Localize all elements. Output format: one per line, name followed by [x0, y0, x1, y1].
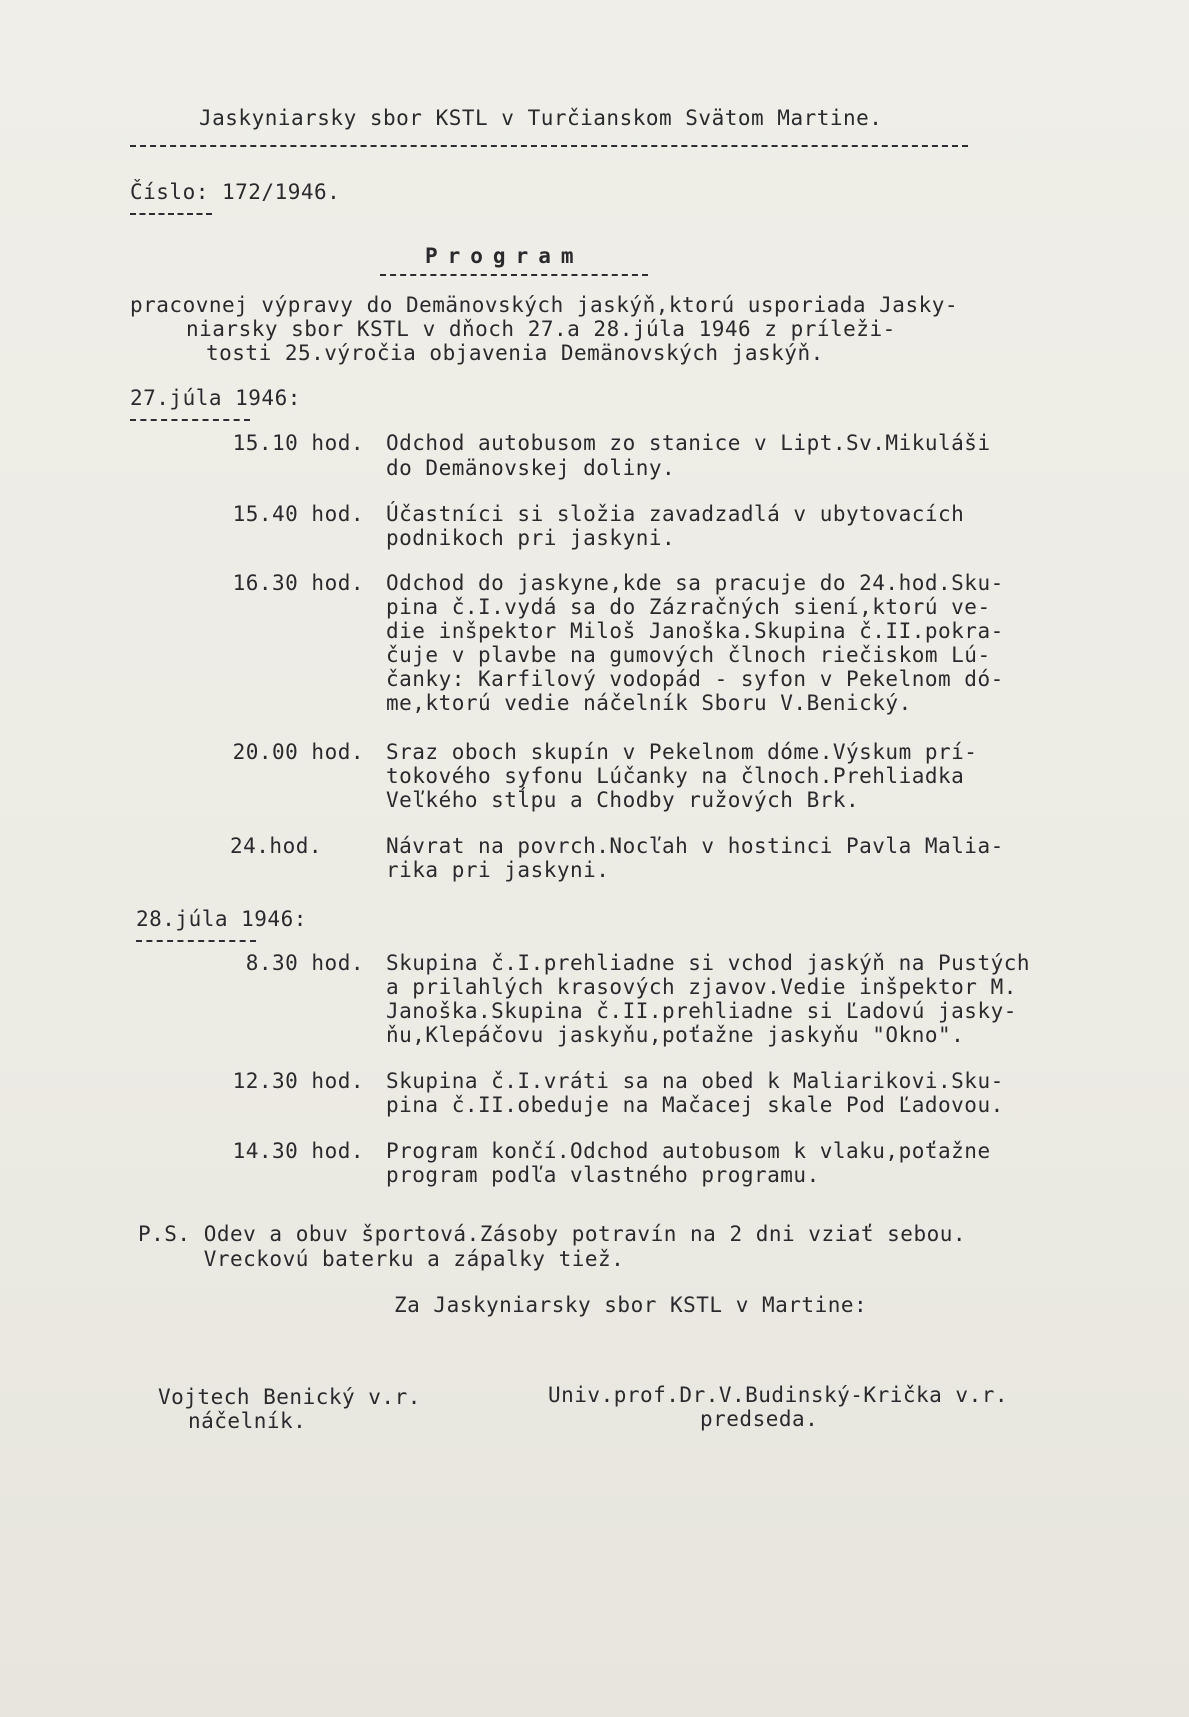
entry-text: a prilahlých krasových zjavov.Vedie inšpektor M. [386, 975, 1017, 999]
entry-text: rika pri jaskyni. [386, 858, 610, 882]
entry-text: čuje v plavbe na gumových člnoch riečiskom Lú- [386, 643, 991, 667]
postscript-line-2: Vreckovú baterku a zápalky tiež. [138, 1247, 625, 1271]
entry-text: Odchod do jaskyne,kde sa pracuje do 24.hod.Sku- [386, 571, 1004, 595]
entry-text: pina č.II.obeduje na Mačacej skale Pod Ľadovou. [386, 1093, 1004, 1117]
program-title: Program [425, 244, 584, 268]
entry-text: die inšpektor Miloš Janoška.Skupina č.II.pokra- [386, 619, 1004, 643]
entry-text: tokového syfonu Lúčanky na člnoch.Prehliadka [386, 764, 965, 788]
day-1-date: 27.júla 1946: [130, 386, 301, 410]
number-underline [130, 213, 212, 215]
intro-line-1: pracovnej výpravy do Demänovských jaskýň,ktorú usporiada Jasky- [130, 293, 959, 317]
closing-line: Za Jaskyniarsky sbor KSTL v Martine: [394, 1293, 868, 1317]
entry-time: 12.30 hod. [232, 1069, 364, 1093]
right-signatory-name: Univ.prof.Dr.V.Budinský-Krička v.r. [548, 1383, 1009, 1407]
entry-text: program podľa vlastného programu. [386, 1163, 820, 1187]
day-2-date: 28.júla 1946: [136, 907, 307, 931]
day-1-underline [130, 419, 250, 421]
entry-text: Veľkého stĺpu a Chodby ružových Brk. [386, 788, 860, 812]
entry-text: me,ktorú vedie náčelník Sboru V.Benický. [386, 691, 912, 715]
entry-text: Janoška.Skupina č.II.prehliadne si Ľadovú jasky- [386, 999, 1017, 1023]
entry-text: pina č.I.vydá sa do Zázračných siení,ktorú ve- [386, 595, 991, 619]
intro-line-2: niarsky sbor KSTL v dňoch 27.a 28.júla 1946 z príleži- [186, 317, 896, 341]
entry-time: 16.30 hod. [232, 571, 364, 595]
entry-text: do Demänovskej doliny. [386, 456, 676, 480]
entry-time: 15.40 hod. [232, 502, 364, 526]
entry-text: Účastníci si složia zavadzadlá v ubytovacích [386, 502, 965, 526]
entry-text: Skupina č.I.prehliadne si vchod jaskýň na Pustých [386, 951, 1031, 975]
left-signatory-role: náčelník. [188, 1409, 307, 1433]
entry-time: 14.30 hod. [232, 1139, 364, 1163]
title-underline [380, 274, 648, 276]
entry-text: podnikoch pri jaskyni. [386, 526, 676, 550]
organization-header: Jaskyniarsky sbor KSTL v Turčianskom Svätom Martine. [199, 106, 883, 130]
right-signatory-role: predseda. [700, 1407, 819, 1431]
day-2-underline [136, 940, 256, 942]
postscript-line-1: P.S. Odev a obuv športová.Zásoby potravín na 2 dni vziať sebou. [138, 1222, 967, 1246]
entry-time: 20.00 hod. [232, 740, 364, 764]
entry-text: Návrat na povrch.Nocľah v hostinci Pavla Malia- [386, 834, 1004, 858]
entry-text: čanky: Karfilový vodopád - syfon v Pekelnom dó- [386, 667, 1004, 691]
entry-time: 24.hod. [230, 834, 323, 858]
entry-text: Skupina č.I.vráti sa na obed k Maliarikovi.Sku- [386, 1069, 1004, 1093]
entry-text: Sraz oboch skupín v Pekelnom dóme.Výskum prí- [386, 740, 978, 764]
document-number: Číslo: 172/1946. [130, 180, 341, 204]
left-signatory-name: Vojtech Benický v.r. [158, 1385, 421, 1409]
entry-text: ňu,Klepáčovu jaskyňu,poťažne jaskyňu "Okno". [386, 1023, 965, 1047]
entry-time: 15.10 hod. [232, 431, 364, 455]
entry-text: Odchod autobusom zo stanice v Lipt.Sv.Mikuláši [386, 431, 991, 455]
intro-line-3: tosti 25.výročia objavenia Demänovských jaskýň. [206, 341, 824, 365]
entry-time: 8.30 hod. [245, 951, 364, 975]
header-rule [130, 145, 968, 147]
entry-text: Program končí.Odchod autobusom k vlaku,poťažne [386, 1139, 991, 1163]
